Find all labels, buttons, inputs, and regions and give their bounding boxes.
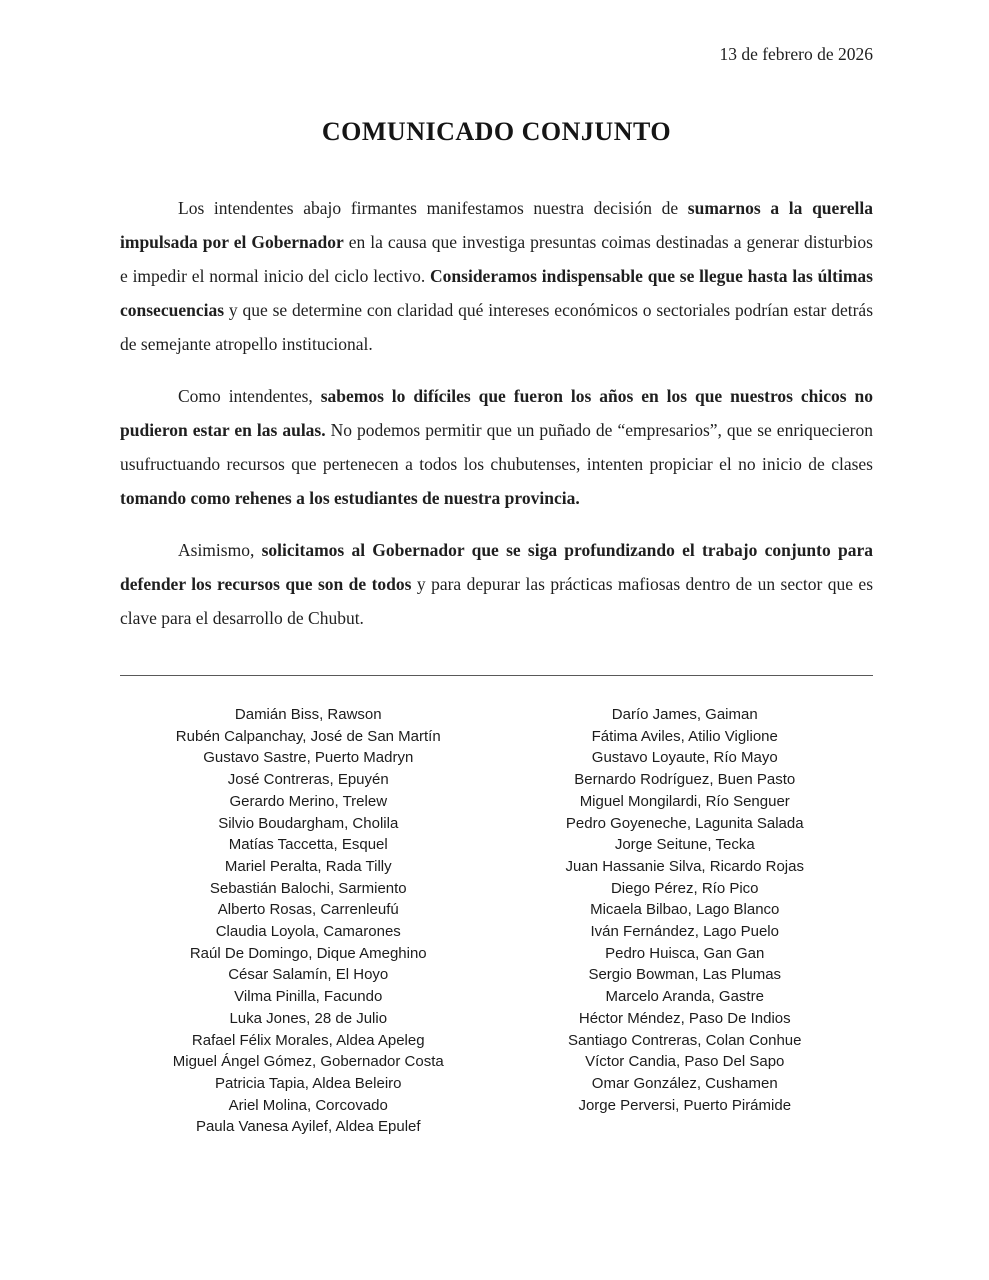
- signature-item: Bernardo Rodríguez, Buen Pasto: [574, 771, 796, 789]
- signature-item: Claudia Loyola, Camarones: [215, 923, 401, 941]
- signature-item: Juan Hassanie Silva, Ricardo Rojas: [565, 857, 804, 875]
- signature-item: Miguel Mongilardi, Río Senguer: [579, 792, 790, 810]
- paragraph: [120, 191, 873, 361]
- paragraph-text: en la causa que investiga presuntas coimas destinadas a generar disturbios e impedir el normal inicio del ciclo lectivo.: [120, 232, 873, 286]
- paragraph-bold-text: Consideramos indispensable que se llegue hasta las últimas consecuencias: [120, 266, 873, 320]
- signature-item: Raúl De Domingo, Dique Ameghino: [189, 944, 427, 962]
- signatures-left-column: [120, 704, 497, 1138]
- signature-item: Jorge Perversi, Puerto Pirámide: [578, 1096, 792, 1114]
- signature-item: Damián Biss, Rawson: [234, 706, 382, 723]
- signatures-right-column: [497, 704, 874, 1138]
- signature-item: Diego Pérez, Río Pico: [610, 879, 759, 897]
- signature-item: Omar González, Cushamen: [591, 1074, 778, 1092]
- signature-item: Miguel Ángel Gómez, Gobernador Costa: [172, 1053, 444, 1071]
- signature-item: Héctor Méndez, Paso De Indios: [578, 1009, 791, 1027]
- signature-item: Gustavo Loyaute, Río Mayo: [591, 749, 778, 767]
- signature-item: Pedro Goyeneche, Lagunita Salada: [565, 814, 804, 832]
- paragraph-text: Como intendentes,: [178, 386, 321, 406]
- signature-separator: [120, 675, 873, 676]
- signature-item: Marcelo Aranda, Gastre: [605, 988, 764, 1006]
- signature-item: Patricia Tapia, Aldea Beleiro: [214, 1074, 402, 1092]
- document-title: COMUNICADO CONJUNTO: [321, 117, 672, 146]
- signature-item: Iván Fernández, Lago Puelo: [590, 923, 779, 941]
- signature-item: Mariel Peralta, Rada Tilly: [224, 857, 392, 875]
- signature-item: Darío James, Gaiman: [611, 706, 758, 723]
- paragraph-text: No podemos permitir que un puñado de “empresarios”, que se enriquecieron usufructuando recursos que pertenecen a todos los chubutenses, intenten propiciar el no inicio de clases: [120, 420, 873, 474]
- signature-item: Micaela Bilbao, Lago Blanco: [590, 901, 780, 919]
- signature-item: Luka Jones, 28 de Julio: [229, 1009, 388, 1027]
- signature-item: Pedro Huisca, Gan Gan: [605, 944, 765, 962]
- signature-item: Jorge Seitune, Tecka: [614, 836, 755, 854]
- paragraph-bold-text: sumarnos a la querella impulsada por el Gobernador: [120, 198, 873, 252]
- body-paragraphs: [120, 191, 873, 635]
- signature-item: Vilma Pinilla, Facundo: [234, 988, 383, 1006]
- signature-item: Santiago Contreras, Colan Conhue: [568, 1031, 802, 1049]
- signature-item: Rubén Calpanchay, José de San Martín: [175, 727, 441, 745]
- signature-item: Silvio Boudargham, Cholila: [218, 814, 399, 832]
- paragraph-text: Los intendentes abajo firmantes manifestamos nuestra decisión de: [178, 198, 688, 218]
- paragraph-text: y para depurar las prácticas mafiosas dentro de un sector que es clave para el desarrollo de Chubut.: [120, 574, 874, 628]
- signature-item: Gerardo Merino, Trelew: [229, 792, 388, 810]
- paragraph-bold-text: sabemos lo difíciles que fueron los años en los que nuestros chicos no pudieron estar en las aulas.: [120, 386, 873, 440]
- signature-item: Víctor Candia, Paso Del Sapo: [585, 1053, 785, 1071]
- signature-item: Matías Taccetta, Esquel: [228, 836, 388, 854]
- signature-item: Paula Vanesa Ayilef, Aldea Epulef: [195, 1118, 421, 1136]
- signature-item: César Salamín, El Hoyo: [228, 966, 389, 984]
- signature-item: Fátima Aviles, Atilio Viglione: [591, 727, 778, 745]
- paragraph: [120, 533, 873, 635]
- document-date: 13 de febrero de 2026: [719, 44, 873, 64]
- signature-item: Alberto Rosas, Carrenleufú: [217, 901, 399, 919]
- signature-item: Ariel Molina, Corcovado: [228, 1096, 388, 1114]
- paragraph-bold-text: solicitamos al Gobernador que se siga profundizando el trabajo conjunto para defender los recursos que son de todos: [120, 540, 873, 594]
- signatures-section: [120, 704, 873, 1138]
- paragraph-text: y que se determine con claridad qué intereses económicos o sectoriales podrían estar detrás de semejante atropello institucional.: [120, 300, 873, 354]
- signature-item: Sebastián Balochi, Sarmiento: [209, 879, 407, 897]
- signature-item: Gustavo Sastre, Puerto Madryn: [203, 749, 414, 767]
- signature-item: José Contreras, Epuyén: [227, 771, 389, 789]
- paragraph-text: Asimismo,: [178, 540, 262, 560]
- paragraph-bold-text: tomando como rehenes a los estudiantes de nuestra provincia.: [120, 488, 580, 508]
- paragraph: [120, 379, 873, 515]
- signature-item: Rafael Félix Morales, Aldea Apeleg: [191, 1031, 425, 1049]
- signature-item: Sergio Bowman, Las Plumas: [588, 966, 782, 984]
